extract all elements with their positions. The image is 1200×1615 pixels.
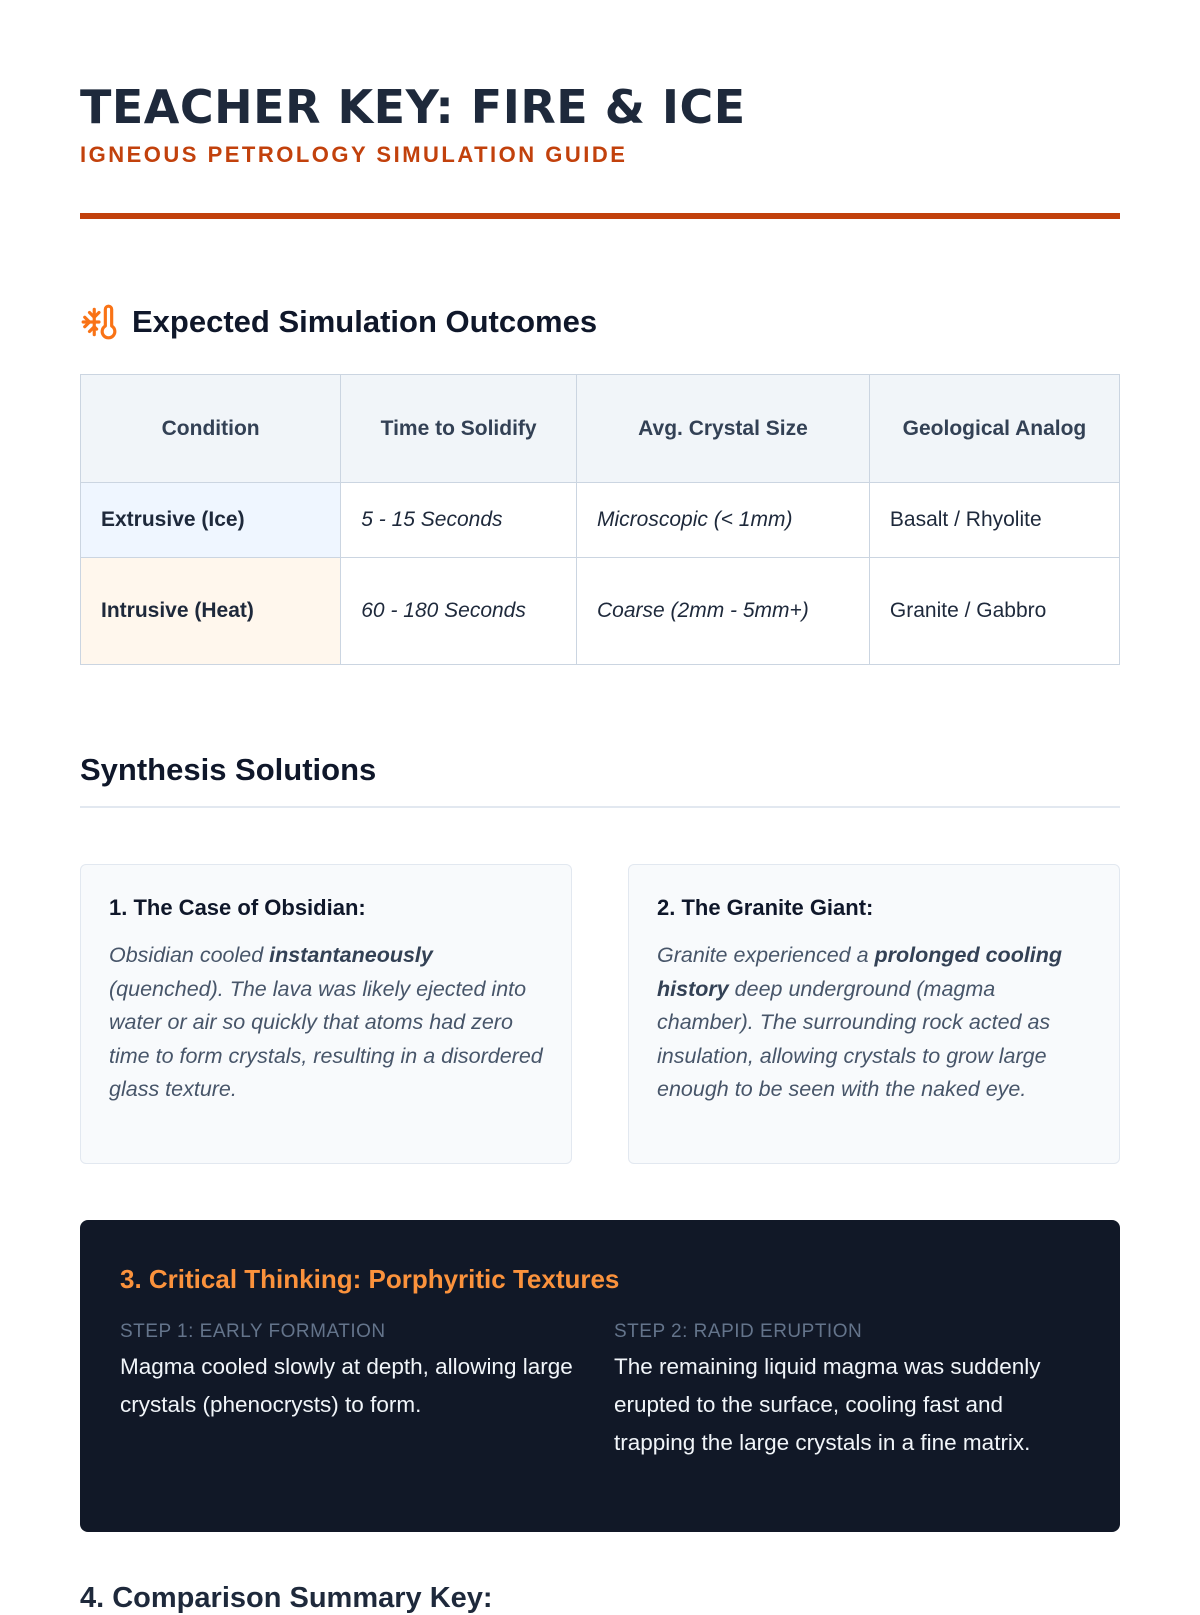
critical-thinking-panel: [80, 1220, 1120, 1532]
column-header: Geological Analog: [869, 375, 1119, 483]
granite-card: [628, 864, 1120, 1164]
outcomes-section-header: [80, 303, 597, 341]
column-header: Time to Solidify: [341, 375, 577, 483]
outcomes-heading: Expected Simulation Outcomes: [132, 304, 598, 339]
card-title: 2. The Granite Giant:: [657, 895, 874, 920]
table-row: [81, 483, 1120, 558]
step-label: STEP 1: EARLY FORMATION: [120, 1321, 386, 1342]
step-rapid-eruption: [614, 1316, 1074, 1462]
card-body: Granite experienced a prolonged cooling history deep underground (magma chamber). The surrounding rock acted as insulation, allowing crystals to grow large enough to be seen with the naked eye.: [657, 943, 1063, 1101]
obsidian-card: [80, 864, 572, 1164]
analog-cell: Basalt / Rhyolite: [869, 483, 1119, 558]
analog-cell: Granite / Gabbro: [869, 558, 1119, 665]
condition-cell: Extrusive (Ice): [81, 483, 341, 558]
thermometer-snowflake-icon: [80, 303, 118, 341]
step-text: The remaining liquid magma was suddenly erupted to the surface, cooling fast and trapping the large crystals in a fine matrix.: [614, 1354, 1041, 1455]
size-cell: Coarse (2mm - 5mm+): [577, 558, 870, 665]
condition-cell: Intrusive (Heat): [81, 558, 341, 665]
card-title: 1. The Case of Obsidian:: [109, 895, 366, 920]
outcomes-table: [80, 374, 1120, 665]
step-label: STEP 2: RAPID ERUPTION: [614, 1321, 863, 1342]
section-divider: [80, 806, 1120, 808]
comparison-heading: 4. Comparison Summary Key:: [80, 1582, 493, 1614]
critical-thinking-title: 3. Critical Thinking: Porphyritic Textures: [120, 1264, 620, 1294]
column-header: Condition: [81, 375, 341, 483]
step-text: Magma cooled slowly at depth, allowing large crystals (phenocrysts) to form.: [120, 1354, 573, 1417]
synthesis-heading: Synthesis Solutions: [80, 752, 377, 787]
card-body: Obsidian cooled instantaneously (quenched). The lava was likely ejected into water or air so quickly that atoms had zero time to form crystals, resulting in a disordered glass texture.: [109, 943, 543, 1101]
size-cell: Microscopic (< 1mm): [577, 483, 870, 558]
table-row: [81, 558, 1120, 665]
time-cell: 5 - 15 Seconds: [341, 483, 577, 558]
page-title: TEACHER KEY: FIRE & ICE: [80, 80, 746, 134]
title-rule: [80, 213, 1120, 219]
time-cell: 60 - 180 Seconds: [341, 558, 577, 665]
page-subtitle: IGNEOUS PETROLOGY SIMULATION GUIDE: [80, 142, 628, 167]
step-early-formation: [120, 1316, 580, 1424]
column-header: Avg. Crystal Size: [577, 375, 870, 483]
